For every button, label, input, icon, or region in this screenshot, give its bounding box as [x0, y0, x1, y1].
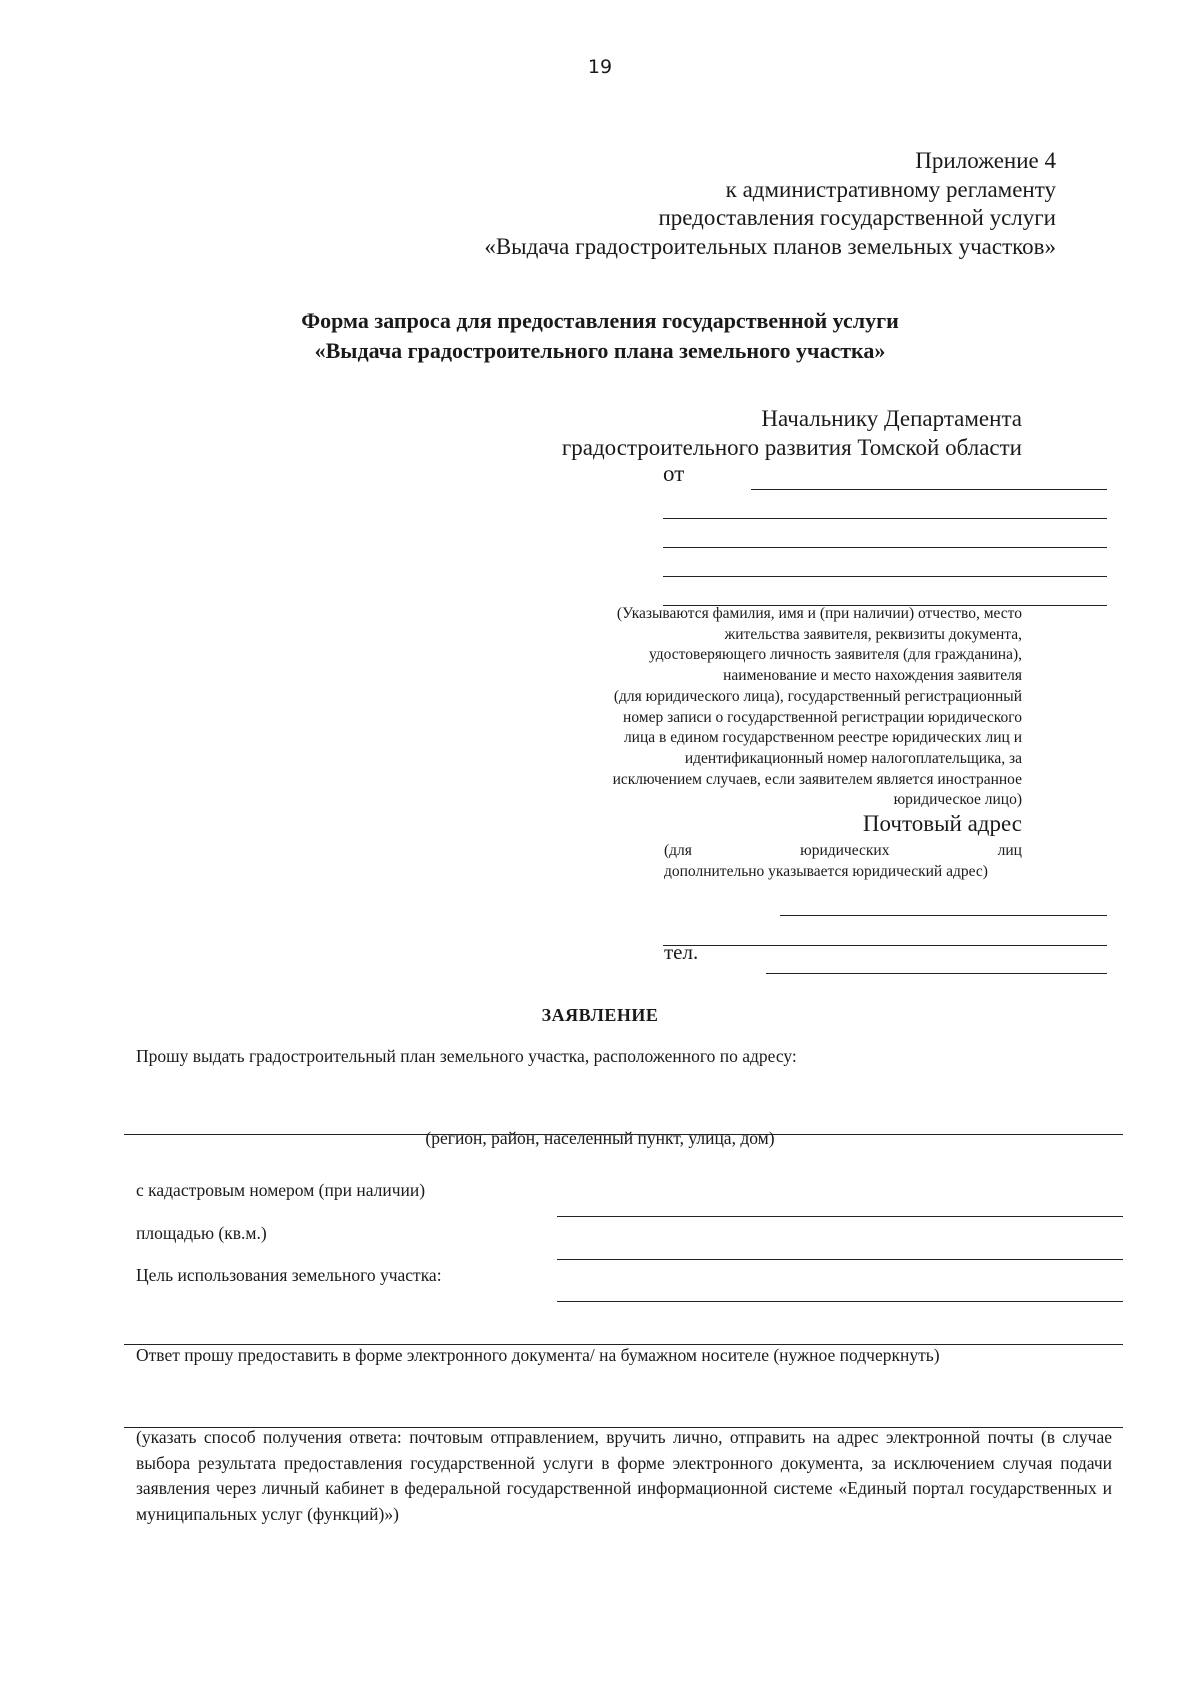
appendix-line: предоставления государственной услуги	[658, 205, 1056, 230]
tel-line[interactable]	[766, 973, 1107, 974]
appendix-line: Приложение 4	[915, 148, 1056, 173]
answer-format-text: Ответ прошу предоставить в форме электронного документа/ на бумажном носителе (нужное подчеркнуть)	[136, 1345, 940, 1365]
statement-heading: ЗАЯВЛЕНИЕ	[541, 1005, 659, 1025]
cadastral-line[interactable]	[557, 1216, 1123, 1217]
note-line: исключением случаев, если заявителем является иностранное	[612, 770, 1022, 788]
delivery-method-note: (указать способ получения ответа: почтовым отправлением, вручить лично, отправить на адрес электронной почты (в случае выбора результата предоставления государственной услуги в форме электронного документа, за исключением случая подачи заявления через личный кабинет в федеральной государственной информационной системе «Единый портал государственных и муниципальных услуг (функций)»)	[136, 1427, 1112, 1524]
postal-address-line[interactable]	[780, 915, 1107, 916]
form-title-line: «Выдача градостроительного плана земельного участка»	[314, 338, 886, 363]
note-line: наименование и место нахождения заявителя	[723, 667, 1022, 685]
page-number: 19	[587, 56, 613, 78]
appendix-header	[484, 147, 1056, 261]
from-name-line[interactable]	[751, 489, 1107, 490]
postal-note-word: (для	[664, 842, 692, 859]
postal-address-title: Почтовый адрес	[862, 811, 1022, 836]
postal-note-word: юридических	[800, 842, 890, 859]
applicant-info-line[interactable]	[663, 518, 1107, 519]
addressee-line: Начальнику Департамента	[761, 406, 1022, 431]
form-title	[0, 306, 1200, 366]
applicant-info-line[interactable]	[663, 547, 1107, 548]
postal-address-line[interactable]	[663, 945, 1107, 946]
request-text: Прошу выдать градостроительный план земельного участка, расположенного по адресу:	[136, 1046, 797, 1066]
note-line: идентификационный номер налогоплательщика, за	[684, 749, 1022, 767]
note-line: жительства заявителя, реквизиты документа,	[724, 625, 1022, 643]
postal-note-line: дополнительно указывается юридический адрес)	[664, 863, 988, 880]
appendix-line: «Выдача градостроительных планов земельных участков»	[484, 233, 1056, 259]
purpose-label: Цель использования земельного участка:	[136, 1265, 442, 1285]
note-line: номер записи о государственной регистрации юридического	[623, 708, 1022, 726]
note-line: лица в едином государственном реестре юридических лиц и	[623, 729, 1022, 747]
note-line: (для юридического лица), государственный регистрационный	[613, 687, 1022, 705]
addressee-block	[562, 404, 1022, 462]
postal-note-word: лиц	[997, 842, 1022, 859]
addressee-line: градостроительного развития Томской области	[561, 435, 1022, 460]
note-line: (Указываются фамилия, имя и (при наличии) отчество, место	[616, 605, 1022, 622]
cadastral-label: с кадастровым номером (при наличии)	[136, 1180, 426, 1200]
address-caption: (регион, район, населенный пункт, улица, дом)	[425, 1128, 775, 1148]
form-title-line: Форма запроса для предоставления государственной услуги	[301, 308, 899, 333]
note-line: удостоверяющего личность заявителя (для гражданина),	[648, 646, 1022, 664]
from-label: от	[663, 461, 685, 486]
appendix-line: к административному регламенту	[725, 176, 1056, 202]
area-label: площадью (кв.м.)	[136, 1223, 267, 1243]
postal-note	[664, 840, 1022, 882]
note-line: юридическое лицо)	[893, 791, 1022, 809]
applicant-note	[600, 604, 1022, 811]
applicant-info-line[interactable]	[663, 576, 1107, 577]
area-line[interactable]	[557, 1259, 1123, 1260]
purpose-line[interactable]	[557, 1301, 1123, 1302]
tel-label: тел.	[664, 940, 699, 964]
